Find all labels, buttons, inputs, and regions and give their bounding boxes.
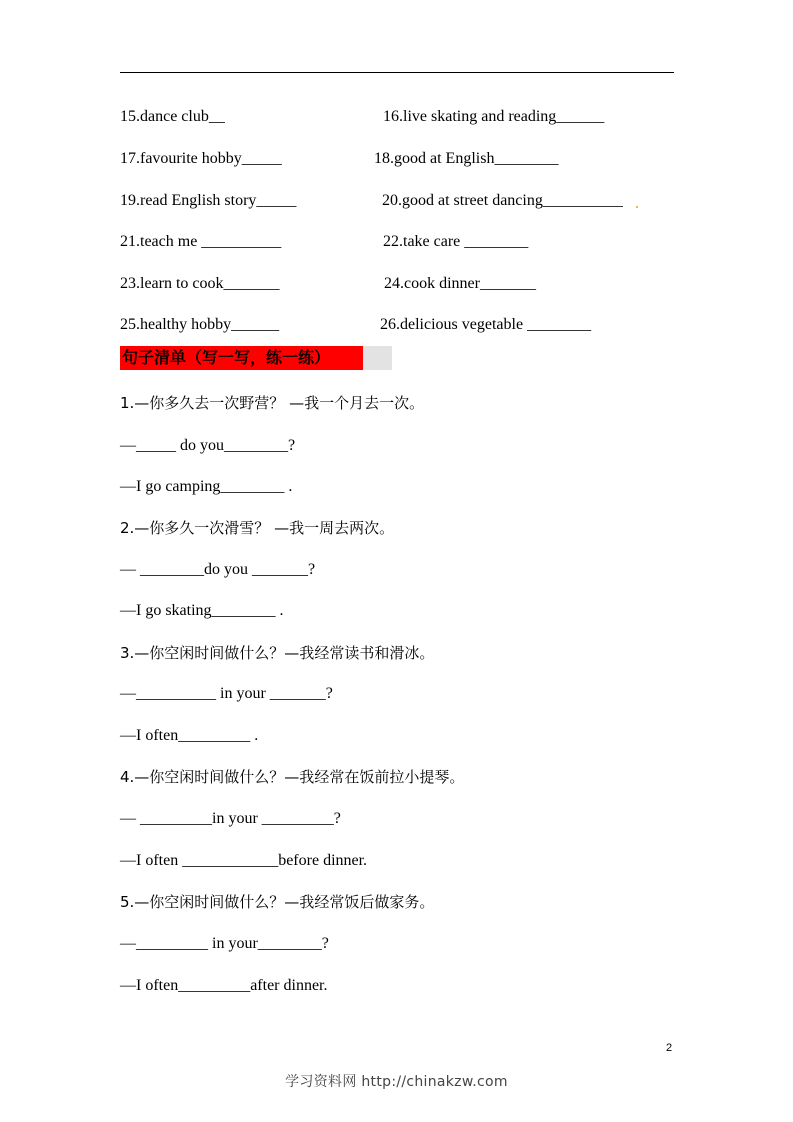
sentence-3-prompt: 3.—你空闲时间做什么？—我经常读书和滑冰。 bbox=[120, 644, 435, 662]
sentence-4-prompt: 4.—你空闲时间做什么？—我经常在饭前拉小提琴。 bbox=[120, 768, 465, 786]
vocab-item-17: 17.favourite hobby_____ bbox=[120, 150, 282, 167]
sentence-2-answer: —I go skating________ . bbox=[120, 602, 284, 619]
sentence-4-question: — _________in your _________? bbox=[120, 810, 341, 827]
vocab-item-26: 26.delicious vegetable ________ bbox=[380, 316, 592, 333]
sentence-5-question: —_________ in your________? bbox=[120, 935, 329, 952]
sentence-3-answer: —I often_________ . bbox=[120, 727, 259, 744]
sentence-1-answer: —I go camping________ . bbox=[120, 478, 293, 495]
page-number: 2 bbox=[666, 1042, 673, 1054]
sentence-1-question: —_____ do you________? bbox=[120, 437, 296, 454]
vocab-item-21: 21.teach me __________ bbox=[120, 233, 282, 250]
vocab-item-16: 16.live skating and reading______ bbox=[383, 108, 605, 125]
vocab-item-24: 24.cook dinner_______ bbox=[384, 275, 536, 292]
sentence-2-question: — ________do you _______? bbox=[120, 561, 316, 578]
vocab-item-23: 23.learn to cook_______ bbox=[120, 275, 280, 292]
sentence-2-prompt: 2.—你多久一次滑雪？ —我一周去两次。 bbox=[120, 519, 395, 537]
sentence-5-prompt: 5.—你空闲时间做什么？—我经常饭后做家务。 bbox=[120, 893, 435, 911]
vocab-item-18: 18.good at English________ bbox=[374, 150, 559, 167]
yellow-mark bbox=[636, 206, 638, 208]
footer-watermark: 学习资料网 http://chinakzw.com bbox=[285, 1074, 508, 1090]
vocab-item-25: 25.healthy hobby______ bbox=[120, 316, 280, 333]
sentence-4-answer: —I often ____________before dinner. bbox=[120, 852, 368, 869]
sentence-3-question: —__________ in your _______? bbox=[120, 685, 333, 702]
vocab-item-15: 15.dance club__ bbox=[120, 108, 225, 125]
section-heading bbox=[120, 346, 392, 370]
sentence-1-prompt: 1.—你多久去一次野营？ —我一个月去一次。 bbox=[120, 394, 425, 412]
vocab-item-20: 20.good at street dancing__________ bbox=[382, 192, 623, 209]
vocab-item-22: 22.take care ________ bbox=[383, 233, 529, 250]
section-heading-text: 句子清单（写一写，练一练） bbox=[122, 348, 331, 367]
sentence-5-answer: —I often_________after dinner. bbox=[120, 977, 328, 994]
top-rule bbox=[120, 72, 674, 73]
vocab-item-19: 19.read English story_____ bbox=[120, 192, 297, 209]
